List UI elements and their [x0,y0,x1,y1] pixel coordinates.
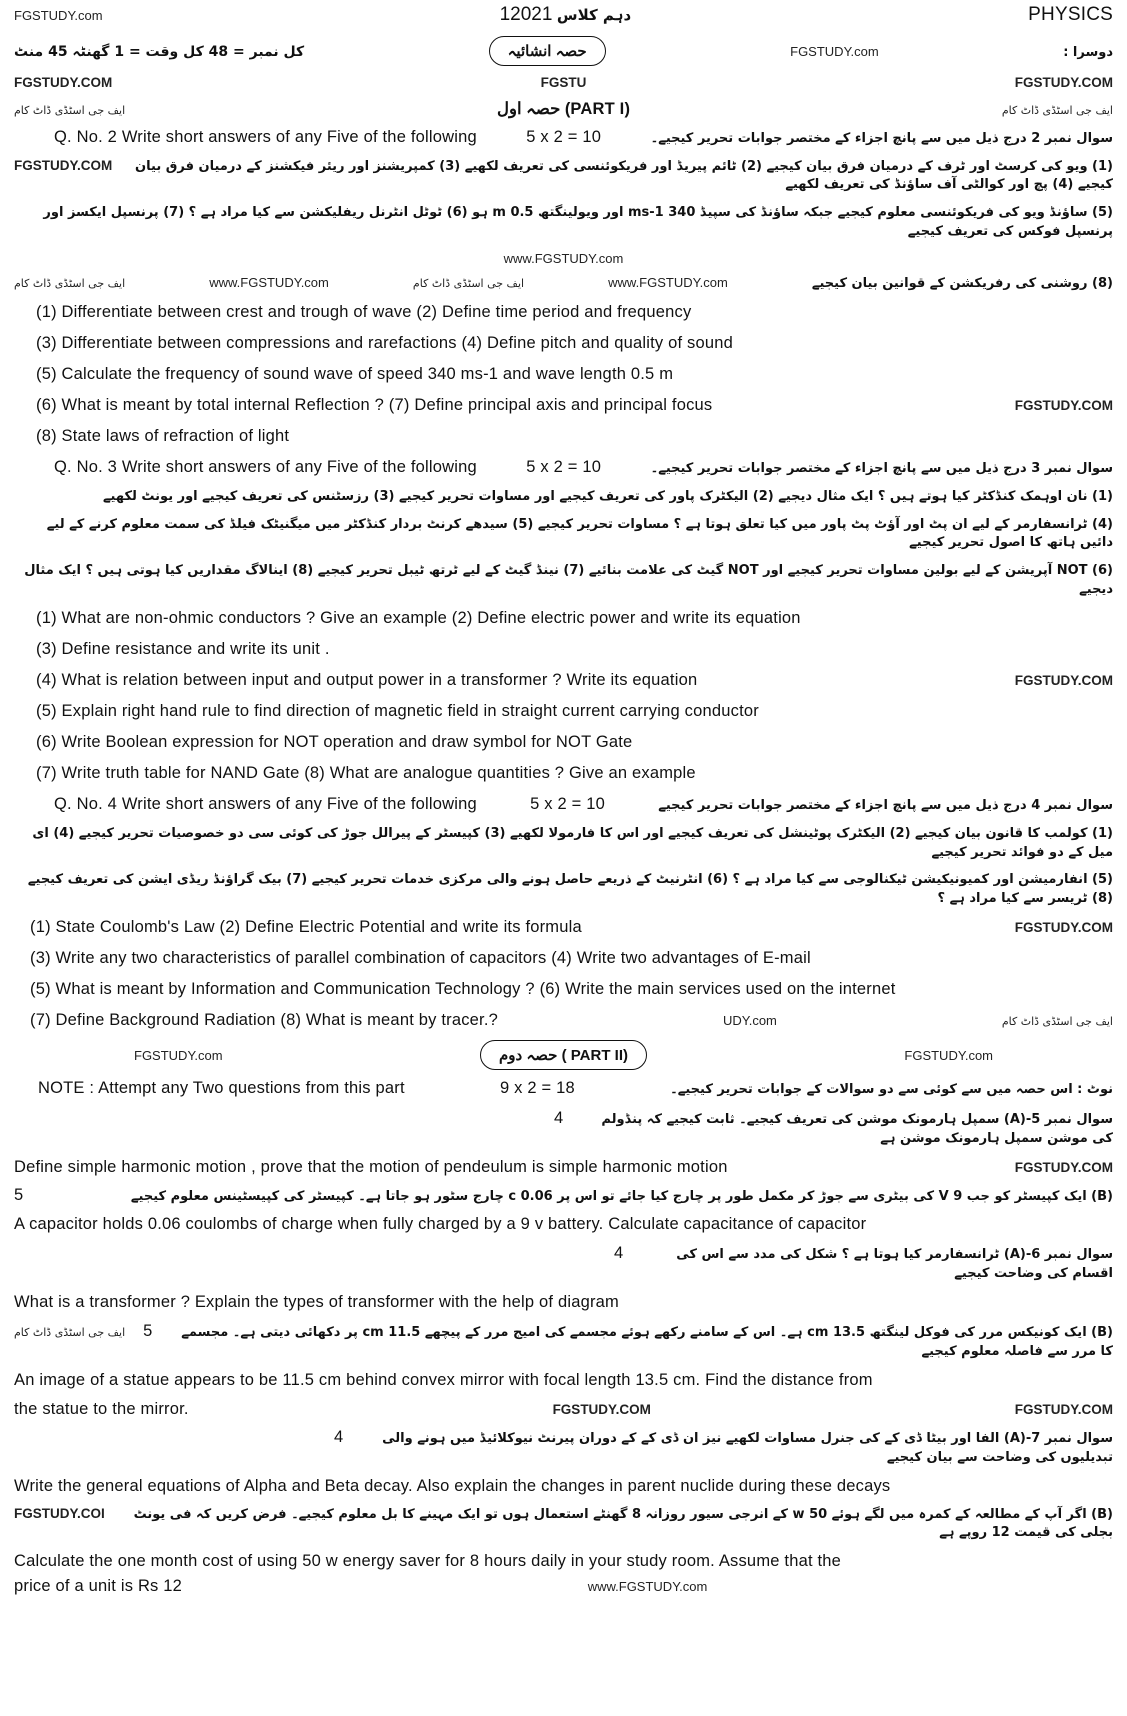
watermark-row [14,75,1113,90]
q2-item: (8) State laws of refraction of light [36,426,290,445]
q7b-urdu: (B) اگر آپ کے مطالعہ کے کمرہ میں لگے ہوئے 50 w کے انرجی سیور روزانہ 8 گھنٹے استعمال ہوں تو ایک مہینے کا بل معلوم کیجیے۔ فرض کریں کہ فی یونٹ بجلی کی قیمت 12 روپے ہے [133,1506,1113,1541]
watermark: FGSTUDY.com [134,1048,223,1064]
q6b-cont-row [14,1400,1113,1419]
paper-number: دوسرا : [1063,44,1113,60]
watermark: www.FGSTUDY.com [503,250,624,266]
q6b-urdu: (B) ایک کونیکس مرر کی فوکل لینگتھ 13.5 cm ہے۔ اس کے سامنے رکھے ہوئے مجسمے کی امیج مرر کے پیچھے 11.5 cm پر دکھائی دیتی ہے۔ مجسمے کا مرر سے فاصلہ معلوم کیجیے [181,1325,1113,1359]
q2-urdu-row [14,158,1113,196]
q6b-marks: 5 [143,1322,153,1341]
q5b-urdu: (B) ایک کپیسٹر کو جب 9 V کی بیٹری سے جوڑ کر مکمل طور پر چارج کیا جائے تو اس پر 0.06 c چارج سٹور ہو جاتا ہے۔ کپیسٹر کی کپیسٹینس معلوم کیجیے [130,1188,1113,1204]
q4-urdu-line: (1) کولمب کا قانون بیان کیجیے (2) الیکٹرک پوٹینشل کی تعریف کیجیے اور اس کا فارمولا لکھیے (3) کپیسٹر کے پیرالل جوڑ کی کوئی سی دو خصوصیات تحریر کیجیے (4) ای میل کے دو فوائد تحریر کیجیے [32,825,1113,860]
watermark-urdu: ایف جی اسٹڈی ڈاٹ کام [14,1326,126,1340]
watermark: www.FGSTUDY.com [587,1579,708,1595]
header-row [14,4,1113,27]
watermark-row [14,251,1113,266]
q4-item: (1) State Coulomb's Law (2) Define Electric Potential and write its formula [30,918,582,937]
q2-urdu-row [14,275,1113,294]
watermark: FGSTUDY.COM [1014,672,1113,688]
q5a-marks: 4 [554,1108,564,1127]
q6b-english: An image of a statue appears to be 11.5 cm behind convex mirror with focal length 13.5 cm. Find the distance from [14,1370,873,1389]
q4-marks: 5 x 2 = 10 [530,794,605,813]
watermark: www.FGSTUDY.com [209,274,329,290]
q5a-row [14,1109,1113,1149]
watermark: FGSTUDY.COM [1014,920,1113,936]
subject-title: PHYSICS [1028,4,1113,25]
q4-item: (5) What is meant by Information and Communication Technology ? (6) Write the main services used on the internet [30,980,896,999]
part-two-row [14,1040,1113,1070]
q4-item: (7) Define Background Radiation (8) What is meant by tracer.? [30,1011,498,1030]
q5a-english: Define simple harmonic motion , prove that the motion of pendeulum is simple harmonic motion [14,1157,728,1176]
class-year: 12021 [499,4,553,25]
q5a-urdu: سوال نمبر 5-(A) سمپل ہارمونک موشن کی تعریف کیجیے۔ ثابت کیجیے کہ پنڈولم کی موشن سمپل ہارمونک موشن ہے [601,1111,1113,1146]
watermark: FGSTUDY.COM [1014,1401,1113,1417]
q3-item: (7) Write truth table for NAND Gate (8) What are analogue quantities ? Give an example [36,763,696,782]
q2-marks: 5 x 2 = 10 [526,127,602,146]
q3-item: (5) Explain right hand rule to find direction of magnetic field in straight current carrying conductor [36,701,759,720]
q6b-english-cont: the statue to the mirror. [14,1399,189,1418]
part-one-heading: حصہ اول (PART I) [497,99,630,118]
part2-note-urdu: نوٹ : اس حصہ میں سے کوئی سے دو سوالات کے جوابات تحریر کیجیے۔ [670,1082,1113,1098]
watermark-urdu: ایف جی اسٹڈی ڈاٹ کام [14,103,126,117]
q7a-english: Write the general equations of Alpha and Beta decay. Also explain the changes in parent nuclide during these decays [14,1476,891,1495]
q7a-urdu: سوال نمبر 7-(A) الفا اور بیٹا ڈی کے کی جنرل مساوات لکھیے نیز ان ڈی کے کے دوران پیرنٹ نیوکلائیڈ میں ہونے والی تبدیلیوں کی وضاحت سے بیان کیجیے [382,1430,1113,1465]
q4-item-row [30,1011,1113,1030]
watermark: FGSTUDY.COM [14,157,113,173]
watermark-urdu: ایف جی اسٹڈی ڈاٹ کام [14,276,126,290]
q2-urdu-line: (8) روشنی کی رفریکشن کے قوانین بیان کیجیے [811,275,1113,291]
q3-title: Q. No. 3 Write short answers of any Five of the following [54,457,477,476]
q2-title-row [14,128,1113,149]
section-pill [489,36,606,66]
q7b-english: Calculate the one month cost of using 50 w energy saver for 8 hours daily in your study room. Assume that the [14,1552,842,1571]
q4-urdu-line: (5) انفارمیشن اور کمیونیکیشن ٹیکنالوجی سے کیا مراد ہے ؟ (6) انٹرنیٹ کے ذریعے حاصل ہونے والی مرکزی خدمات تحریر کیجیے (7) بیک گراؤنڈ ریڈی ایشن کی تعریف کیجیے (8) ٹریسر سے کیا مراد ہے ؟ [27,872,1113,907]
q4-title-urdu: سوال نمبر 4 درج ذیل میں سے پانچ اجزاء کے مختصر جوابات تحریر کیجیے [658,797,1113,813]
watermark-urdu: ایف جی اسٹڈی ڈاٹ کام [1001,1015,1113,1029]
q6a-marks: 4 [614,1244,624,1263]
watermark: FGSTU [540,74,587,90]
watermark: www.FGSTUDY.com [608,274,728,290]
watermark: FGSTUDY.COM [552,1401,651,1417]
q7a-row [14,1428,1113,1468]
marks-time: کل نمبر = 48 کل وقت = 1 گھنٹہ 45 منٹ [14,43,305,60]
watermark: FGSTUDY.COM [14,74,113,90]
q2-item-row [36,396,1113,415]
watermark: FGSTUDY.com [790,43,879,59]
q3-title-row [14,458,1113,479]
q2-title-urdu: سوال نمبر 2 درج ذیل میں سے پانچ اجزاء کے مختصر جوابات تحریر کیجیے۔ [650,130,1113,146]
q6a-urdu: سوال نمبر 6-(A) ٹرانسفارمر کیا ہوتا ہے ؟ شکل کی مدد سے اس کی اقسام کی وضاحت کیجیے [676,1247,1113,1282]
q2-title: Q. No. 2 Write short answers of any Five of the following [54,127,477,146]
q7b-cont-row [14,1577,1113,1596]
part2-marks: 9 x 2 = 18 [499,1079,575,1098]
part-one-row [14,99,1113,119]
q3-item: (6) Write Boolean expression for NOT operation and draw symbol for NOT Gate [36,732,633,751]
q6a-row [14,1244,1113,1284]
q3-title-urdu: سوال نمبر 3 درج ذیل میں سے پانچ اجزاء کے مختصر جوابات تحریر کیجیے۔ [650,460,1113,476]
q3-urdu-line: (6) NOT آپریشن کے لیے بولین مساوات تحریر کیجیے اور NOT گیٹ کی علامت بنائیے (7) نینڈ گیٹ کے لیے ٹرتھ ٹیبل تحریر کیجیے (8) اینالاگ مقداریں کیا ہوتی ہیں ؟ ایک مثال دیجیے [24,563,1113,598]
q5b-row [14,1186,1113,1207]
q7b-row [14,1506,1113,1544]
q2-item: (5) Calculate the frequency of sound wave of speed 340 ms-1 and wave length 0.5 m [36,364,674,383]
q2-item: (1) Differentiate between crest and trough of wave (2) Define time period and frequency [36,302,692,321]
q6a-english: What is a transformer ? Explain the types of transformer with the help of diagram [14,1293,619,1312]
part2-note: NOTE : Attempt any Two questions from this part [38,1079,405,1098]
q4-item: (3) Write any two characteristics of parallel combination of capacitors (4) Write two advantages of E-mail [30,949,811,968]
q4-title-row [14,795,1113,816]
q4-title: Q. No. 4 Write short answers of any Five of the following [54,794,477,813]
watermark: FGSTUDY.com [14,8,103,23]
q2-urdu-line: (5) ساؤنڈ ویو کی فریکوئنسی معلوم کیجیے جبکہ ساؤنڈ کی سپیڈ 340 ms-1 اور ویولینگتھ 0.5 m ہو (6) ٹوٹل انٹرنل ریفلیکشن سے کیا مراد ہے ؟ (7) پرنسپل ایکسز اور پرنسپل فوکس کی تعریف کیجیے [43,205,1113,240]
q5a-english-row [14,1158,1113,1177]
part-two-pill [480,1040,647,1070]
info-row [14,36,1113,66]
q3-item: (4) What is relation between input and output power in a transformer ? Write its equation [36,670,698,689]
q3-item: (1) What are non-ohmic conductors ? Give an example (2) Define electric power and write its equation [36,608,801,627]
q2-item: (6) What is meant by total internal Reflection ? (7) Define principal axis and principal focus [36,395,713,414]
class-urdu: دہم کلاس [556,6,632,24]
watermark: FGSTUDY.COM [1014,397,1113,413]
q2-urdu-line: (1) ویو کی کرسٹ اور ٹرف کے درمیان فرق بیان کیجیے (2) ٹائم پیریڈ اور فریکوئنسی کی تعریف لکھیے (3) کمپریشنز اور ریئر فیکشنز کے درمیان فرق بیان کیجیے (4) پچ اور کوالٹی آف ساؤنڈ کی تعریف لکھیے [135,158,1113,193]
q5b-marks: 5 [14,1185,24,1204]
watermark-urdu: ایف جی اسٹڈی ڈاٹ کام [412,276,525,290]
part2-note-row [14,1079,1113,1100]
watermark: FGSTUDY.COM [1014,1159,1113,1175]
q3-item-row [36,671,1113,690]
q2-item: (3) Differentiate between compressions and rarefactions (4) Define pitch and quality of sound [36,333,734,352]
watermark: FGSTUDY.COI [14,1505,105,1521]
q6b-row [14,1322,1113,1362]
q5b-english: A capacitor holds 0.06 coulombs of charge when fully charged by a 9 v battery. Calculate capacitance of capacitor [14,1215,867,1234]
watermark: FGSTUDY.COM [1014,74,1113,90]
q7b-english-cont: price of a unit is Rs 12 [14,1577,183,1596]
watermark: FGSTUDY.com [904,1048,993,1064]
q3-item: (3) Define resistance and write its unit . [36,639,330,658]
class-heading [500,4,632,27]
q7a-marks: 4 [334,1427,344,1446]
watermark-urdu: ایف جی اسٹڈی ڈاٹ کام [1001,103,1113,117]
q3-marks: 5 x 2 = 10 [526,457,602,476]
part-two-heading: حصہ دوم ( PART II) [499,1047,628,1065]
watermark: UDY.com [722,1013,777,1029]
q3-urdu-line: (4) ٹرانسفارمر کے لیے ان پٹ اور آؤٹ پٹ پاور میں کیا تعلق ہوتا ہے ؟ مساوات تحریر کیجیے (5) سیدھے کرنٹ بردار کنڈکٹر میں میگنیٹک فیلڈ کی سمت معلوم کرنے کے لیے دائیں ہاتھ کا اصول تحریر کیجیے [46,516,1113,551]
section-title: حصہ انشائیہ [507,42,587,60]
q3-urdu-line: (1) نان اوہمک کنڈکٹر کیا ہوتے ہیں ؟ ایک مثال دیجیے (2) الیکٹرک پاور کی تعریف کیجیے اور مساوات تحریر کیجیے (3) رزسٹنس کی تعریف کیجیے اور یونٹ لکھیے [102,488,1113,504]
q4-item-row [30,918,1113,937]
